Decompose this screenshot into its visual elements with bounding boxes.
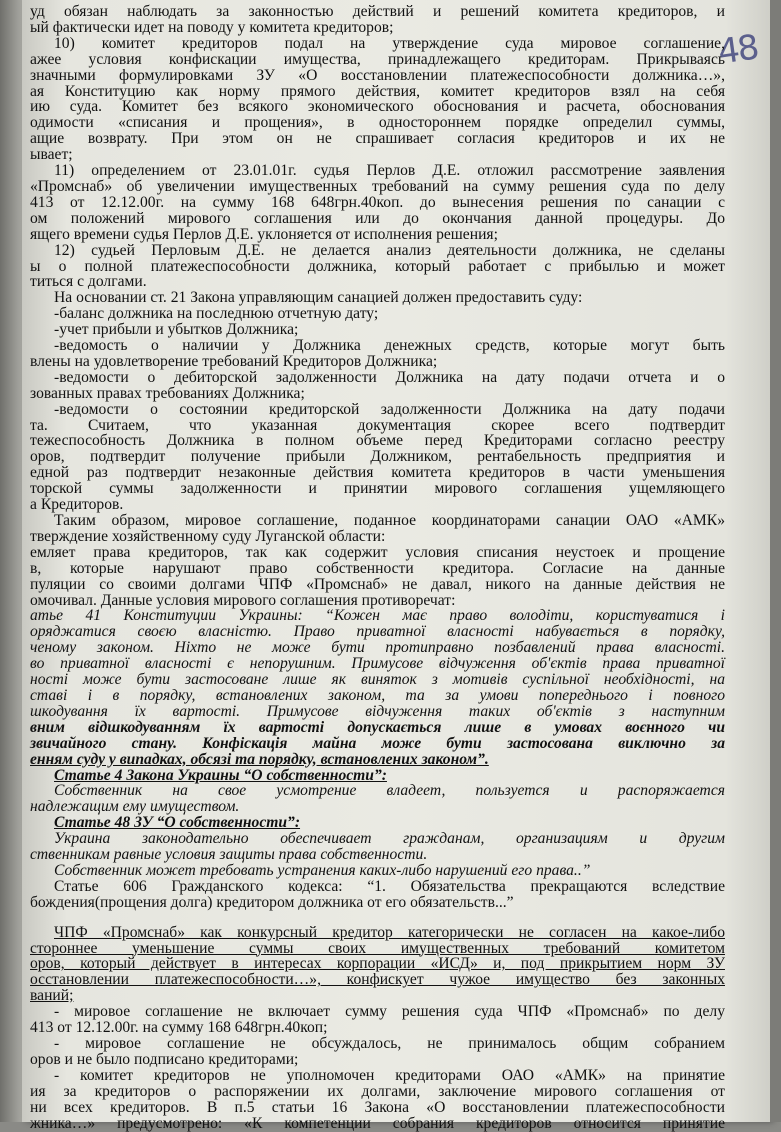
text-line: жника…» предусмотрено: «К компетенции собрания кредиторов относится принятие <box>30 1114 725 1132</box>
text-line: омочивал. Данные условия мирового соглашения противоречат: <box>30 591 456 609</box>
text-line: влены на удовлетворение требований Кредиторов Должника; <box>30 352 438 370</box>
text-line: ності може бути застосоване лише як виняток з мотивів суспільної необхідності, на <box>30 671 725 689</box>
handwritten-page-number: 48 <box>715 27 760 73</box>
text-line: титься с долгами. <box>30 273 147 291</box>
text-line: ия за кредиторов о распоряжении их долгами, заключение мирового соглашения от <box>30 1082 725 1100</box>
text-line: «Промснаб» об увеличении имущественных требований на сумму решения суда по делу <box>30 177 725 195</box>
text-line: ая Конституцию как норму прямого действия, комитет кредиторов взял на себя <box>30 82 725 100</box>
text-line: уд обязан наблюдать за законностью действий и решений комитета кредиторов, и <box>30 3 725 20</box>
text-line: 413 от 12.12.00г. на сумму 168 648грн.40коп. до вынесения решения по санации с <box>30 193 725 211</box>
text-line: 12) судьей Перловым Д.Е. не делается анализ деятельности должника, не сделаны <box>54 241 725 259</box>
text-line: ЧПФ «Промснаб» как конкурсный кредитор категорически не согласен на какое-либо <box>54 923 725 941</box>
text-line: тверждение хозяйственному суду Луганской области: <box>30 527 386 545</box>
text-line: -ведомости о состоянии кредиторской задолженности Должника на дату подачи <box>54 400 725 418</box>
text-line: ственникам равные условия защиты права собственности. <box>30 846 428 864</box>
text-line: оров и не было подписано кредиторами; <box>30 1050 299 1068</box>
text-line: Таким образом, мировое соглашение, поданное координаторами санации ОАО «АМК» <box>54 512 725 529</box>
text-line: вним відшкодуванням їх вартості допускається лише в умовах воєнного чи <box>30 718 725 736</box>
text-line: одимости «списания и прощения», в одностороннем порядке определил суммы, <box>30 114 725 132</box>
text-line: -ведомость о наличии у Должника денежных средств, которые могут быть <box>54 337 725 355</box>
text-line: Собственник на свое усмотрение владеет, пользуется и распоряжается <box>54 782 725 800</box>
text-line: -ведомости о дебиторской задолженности Должника на дату подачи отчета и о <box>54 368 725 386</box>
text-line: енням суду у випадках, обсязі та порядку, встановлених законом”. <box>30 750 489 768</box>
text-line: оряджатися своєю власністю. Право приватної власності набувається в порядку, <box>30 623 725 641</box>
text-line: та. Считаем, что указанная документация скорее всего подтвердит <box>30 416 725 434</box>
text-line: Статье 48 ЗУ “О собственности”: <box>54 814 301 832</box>
text-line: Собственник может требовать устранения каких-либо нарушений его права..” <box>54 861 591 879</box>
text-line: тежеспособность Должника в полном объеме перед Кредиторами согласно реестру <box>30 432 725 450</box>
text-line: На основании ст. 21 Закона управляющим санацией должен предоставить суду: <box>54 289 583 307</box>
text-line: Статье 4 Закона Украины “О собственности”: <box>54 766 387 784</box>
text-line: ченому законом. Ніхто не може бути протиправно позбавлений права власності. <box>30 639 725 657</box>
page-edge <box>770 0 781 1122</box>
text-line: -баланс должника на последнюю отчетную дату; <box>54 305 379 323</box>
text-line: шкодування їх вартості. Примусове відчуження таких об'єктів з наступним <box>30 702 725 720</box>
document-body <box>30 4 725 1131</box>
text-line: надлежащим ему имуществом. <box>30 798 240 816</box>
text-line: ый фактически идет на поводу у комитета кредиторов; <box>30 18 394 36</box>
text-line: стороннее уменьшение суммы своих имущественных требований комитетом <box>30 939 725 957</box>
text-line: ваний; <box>30 987 74 1005</box>
text-line: бождения(прощения долга) кредитором должника от его обязательств...” <box>30 893 514 911</box>
text-line: ащие возврату. При этом он не спрашивает согласия кредиторов и их не <box>30 130 725 148</box>
text-line: зованных правах требованиях Должника; <box>30 384 305 402</box>
text-line: ом положений мирового соглашения или до окончания данной процедуры. До <box>30 209 725 227</box>
text-line: -учет прибыли и убытков Должника; <box>54 321 299 339</box>
text-line: осстановлении платежеспособности…», конфискует чужое имущество без законных <box>30 971 725 989</box>
text-line: Статье 606 Гражданского кодекса: “1. Обязательства прекращаются вследствие <box>54 877 725 895</box>
text-line: в, которые нарушают право собственности кредитора. Согласие на данные <box>30 559 725 577</box>
text-line: 11) определением от 23.01.01г. судья Перлов Д.Е. отложил рассмотрение заявления <box>54 162 725 180</box>
text-line: ставі і в порядку, встановлених законом, та за умови попереднього і повного <box>30 686 725 704</box>
text-line: ывает; <box>30 146 73 164</box>
text-line: значными формулировками ЗУ «О восстановлении платежеспособности должника…», <box>30 66 725 84</box>
text-line: ы о полной платежеспособности должника, который работает с прибылью и может <box>30 257 725 275</box>
text-line: Украина законодательно обеспечивает гражданам, организациям и другим <box>54 830 725 848</box>
text-line: - мировое соглашение не включает сумму решения суда ЧПФ «Промснаб» по делу <box>54 1003 725 1021</box>
text-line: - комитет кредиторов не уполномочен кредиторами ОАО «АМК» на принятие <box>54 1066 725 1084</box>
text-line: оров, подтвердит получение прибыли Должником, рентабельность предприятия и <box>30 448 725 466</box>
text-line: во приватної власності є непорушним. Примусове відчуження об'єктів права приватної <box>30 655 725 673</box>
text-line: оров, который действует в интересах корпорации «ИСД» и, под прикрытием норм ЗУ <box>30 955 725 973</box>
text-line: ни всех кредиторов. В п.5 статьи 16 Закона «О восстановлении платежеспособности <box>30 1098 725 1116</box>
text-line: атье 41 Конституции Украины: “Кожен має право володіти, користуватися і <box>30 607 725 625</box>
text-line: - мировое соглашение не обсуждалось, не принималось общим собранием <box>54 1035 725 1052</box>
text-line: звичайного стану. Конфіскація майна може бути застосована виключно за <box>30 734 725 752</box>
text-line: ию суда. Комитет без всякого экономического обоснования и расчета, обоснования <box>30 98 725 116</box>
text-line: пуляции со своими долгами ЧПФ «Промснаб» не давал, никого на данные действия не <box>30 575 725 593</box>
text-line: ящего времени судья Перлов Д.Е. уклоняется от исполнения решения; <box>30 225 498 243</box>
text-line: 10) комитет кредиторов подал на утверждение суда мировое соглашение, <box>54 34 725 52</box>
binding-gutter <box>0 0 22 1122</box>
text-line: 413 от 12.12.00г. на сумму 168 648грн.40коп; <box>30 1019 328 1037</box>
text-line: торской суммы задолженности и принятии мирового соглашения ущемляющего <box>30 480 725 498</box>
text-line: ажее условия конфискации имущества, принадлежащего кредиторам. Прикрываясь <box>30 50 725 68</box>
text-line: емляет права кредиторов, так как содержит условия списания неустоек и прощение <box>30 543 725 561</box>
text-line: а Кредиторов. <box>30 496 124 514</box>
text-line: едной раз подтвердит незаконные действия комитета кредиторов в части уменьшения <box>30 464 725 482</box>
